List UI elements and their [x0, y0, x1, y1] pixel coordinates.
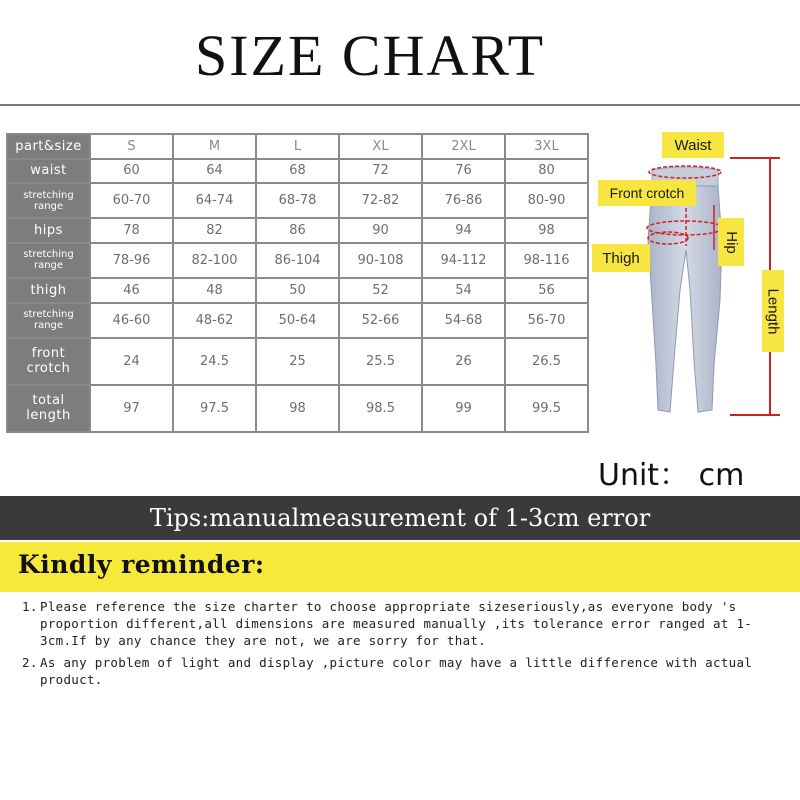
- table-cell: 94-112: [423, 244, 504, 277]
- table-cell: 99.5: [506, 386, 587, 431]
- table-cell: 72-82: [340, 184, 421, 217]
- table-cell: 68: [257, 160, 338, 183]
- note-number: 1.: [22, 599, 38, 614]
- table-row: [8, 244, 587, 277]
- table-cell: 98: [257, 386, 338, 431]
- table-cell: 25.5: [340, 339, 421, 384]
- unit-label: Unit： cm: [598, 458, 745, 493]
- table-row: [8, 184, 587, 217]
- note-text: As any problem of light and display ,picture color may have a little difference with actual product.: [40, 655, 753, 687]
- table-cell: 82: [174, 219, 255, 242]
- row-label: total length: [8, 386, 89, 431]
- table-cell: 52-66: [340, 304, 421, 337]
- table-cell: 90: [340, 219, 421, 242]
- table-cell: 98.5: [340, 386, 421, 431]
- table-cell: 54-68: [423, 304, 504, 337]
- row-label: thigh: [8, 279, 89, 302]
- table-header-row: [8, 135, 587, 158]
- table-cell: 82-100: [174, 244, 255, 277]
- size-header: M: [174, 135, 255, 158]
- table-cell: 86-104: [257, 244, 338, 277]
- table-cell: 76: [423, 160, 504, 183]
- table-cell: 86: [257, 219, 338, 242]
- table-cell: 54: [423, 279, 504, 302]
- table-cell: 78-96: [91, 244, 172, 277]
- table-cell: 24: [91, 339, 172, 384]
- list-item: [22, 654, 792, 688]
- leggings-shape: [648, 186, 722, 412]
- row-label: front crotch: [8, 339, 89, 384]
- size-header: S: [91, 135, 172, 158]
- table-cell: 48: [174, 279, 255, 302]
- row-label: stretching range: [8, 184, 89, 217]
- reminder-notes: [22, 598, 792, 693]
- table-cell: 24.5: [174, 339, 255, 384]
- table-row: [8, 339, 587, 384]
- tips-banner: Tips:manualmeasurement of 1-3cm error: [0, 496, 800, 540]
- table-cell: 98: [506, 219, 587, 242]
- header-label: part&size: [8, 135, 89, 158]
- table-cell: 52: [340, 279, 421, 302]
- table-cell: 99: [423, 386, 504, 431]
- row-label: waist: [8, 160, 89, 183]
- table-cell: 76-86: [423, 184, 504, 217]
- size-header: 2XL: [423, 135, 504, 158]
- size-table: [6, 133, 589, 433]
- table-cell: 56: [506, 279, 587, 302]
- table-cell: 46-60: [91, 304, 172, 337]
- table-cell: 50: [257, 279, 338, 302]
- table-cell: 60: [91, 160, 172, 183]
- table-row: [8, 304, 587, 337]
- table-cell: 50-64: [257, 304, 338, 337]
- table-cell: 94: [423, 219, 504, 242]
- page-title: SIZE CHART: [194, 23, 546, 88]
- table-cell: 25: [257, 339, 338, 384]
- table-row: [8, 386, 587, 431]
- table-cell: 97.5: [174, 386, 255, 431]
- table-cell: 90-108: [340, 244, 421, 277]
- table-cell: 80: [506, 160, 587, 183]
- size-header: L: [257, 135, 338, 158]
- table-cell: 68-78: [257, 184, 338, 217]
- table-cell: 78: [91, 219, 172, 242]
- table-row: [8, 160, 587, 183]
- front-crotch-label: Front crotch: [598, 180, 696, 206]
- leggings-diagram: [590, 130, 800, 430]
- table-cell: 98-116: [506, 244, 587, 277]
- table-cell: 56-70: [506, 304, 587, 337]
- table-cell: 64: [174, 160, 255, 183]
- row-label: stretching range: [8, 304, 89, 337]
- reminder-title: Kindly reminder:: [18, 550, 265, 579]
- hip-label-text: Hip: [722, 230, 740, 254]
- length-label-text: Length: [764, 288, 782, 334]
- size-header: 3XL: [506, 135, 587, 158]
- table-cell: 48-62: [174, 304, 255, 337]
- table-cell: 26.5: [506, 339, 587, 384]
- size-header: XL: [340, 135, 421, 158]
- note-number: 2.: [22, 655, 38, 670]
- thigh-label: Thigh: [592, 244, 650, 272]
- table-cell: 72: [340, 160, 421, 183]
- reminder-banner: [0, 542, 800, 592]
- table-row: [8, 219, 587, 242]
- table-cell: 26: [423, 339, 504, 384]
- table-cell: 46: [91, 279, 172, 302]
- hip-label: [718, 218, 744, 266]
- row-label: hips: [8, 219, 89, 242]
- table-cell: 60-70: [91, 184, 172, 217]
- table-row: [8, 279, 587, 302]
- table-cell: 64-74: [174, 184, 255, 217]
- table-cell: 80-90: [506, 184, 587, 217]
- waist-label: Waist: [662, 132, 724, 158]
- title-divider: [0, 104, 800, 106]
- row-label: stretching range: [8, 244, 89, 277]
- table-cell: 97: [91, 386, 172, 431]
- list-item: [22, 598, 792, 649]
- length-label: [762, 270, 784, 352]
- note-text: Please reference the size charter to choose appropriate sizeseriously,as everyone body 's proportion different,all dimensions are measured manually ,its tolerance error ranged at 1-3cm.If by any chance they are not, we are sorry for that.: [40, 599, 753, 648]
